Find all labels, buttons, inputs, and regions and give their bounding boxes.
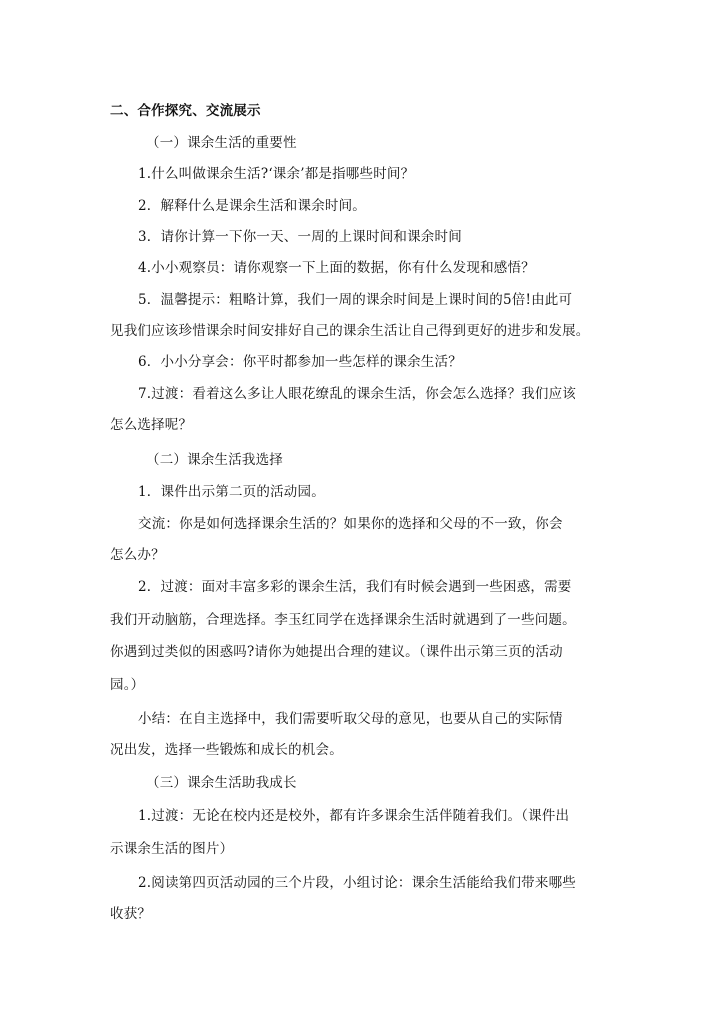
paragraph-line: 交流：你是如何选择课余生活的？如果你的选择和父母的不一致，你会 [138, 516, 563, 532]
paragraph-line: 7.过渡：看着这么多让人眼花缭乱的课余生活，你会怎么选择？我们应该 [138, 386, 576, 402]
paragraph-line: 5．温馨提示：粗略计算，我们一周的课余时间是上课时间的5倍!由此可 [138, 292, 573, 308]
paragraph-line: 园。） [110, 677, 145, 693]
paragraph-line: 1.过渡：无论在校内还是校外，都有许多课余生活伴随着我们。（课件出 [138, 808, 570, 824]
subsection-heading-3: （三）课余生活助我成长 [146, 775, 297, 791]
section-heading: 二、合作探究、交流展示 [110, 103, 261, 119]
paragraph-line: 4.小小观察员：请你观察一下上面的数据，你有什么发现和感悟？ [138, 260, 535, 276]
paragraph-line: 2．解释什么是课余生活和课余时间。 [138, 198, 366, 214]
paragraph-line: 2．过渡：面对丰富多彩的课余生活，我们有时候会遇到一些困惑，需要 [138, 579, 572, 595]
paragraph-line: 2.阅读第四页活动园的三个片段，小组讨论：课余生活能给我们带来哪些 [138, 875, 576, 891]
paragraph-line: 6．小小分享会：你平时都参加一些怎样的课余生活？ [138, 354, 462, 370]
paragraph-line: 小结：在自主选择中，我们需要听取父母的意见，也要从自己的实际情 [138, 711, 563, 727]
subsection-heading-2: （二）课余生活我选择 [146, 452, 283, 468]
paragraph-line: 况出发，选择一些锻炼和成长的机会。 [110, 742, 343, 758]
paragraph-line: 3．请你计算一下你一天、一周的上课时间和课余时间 [138, 229, 462, 245]
paragraph-line: 1．课件出示第二页的活动园。 [138, 484, 325, 500]
subsection-heading-1: （一）课余生活的重要性 [146, 135, 297, 151]
paragraph-line: 见我们应该珍惜课余时间安排好自己的课余生活让自己得到更好的进步和发展。 [110, 323, 590, 339]
paragraph-line: 怎么办？ [110, 547, 165, 563]
paragraph-line: 示课余生活的图片） [110, 841, 234, 857]
paragraph-line: 收获？ [110, 906, 152, 922]
paragraph-line: 1.什么叫做课余生活?‘课余’都是指哪些时间？ [138, 166, 415, 182]
paragraph-line: 我们开动脑筋，合理选择。李玉红同学在选择课余生活时就遇到了一些问题。 [110, 612, 576, 628]
paragraph-line: 怎么选择呢？ [110, 417, 193, 433]
paragraph-line: 你遇到过类似的困惑吗?请你为她提出合理的建议。（课件出示第三页的活动 [110, 644, 563, 660]
